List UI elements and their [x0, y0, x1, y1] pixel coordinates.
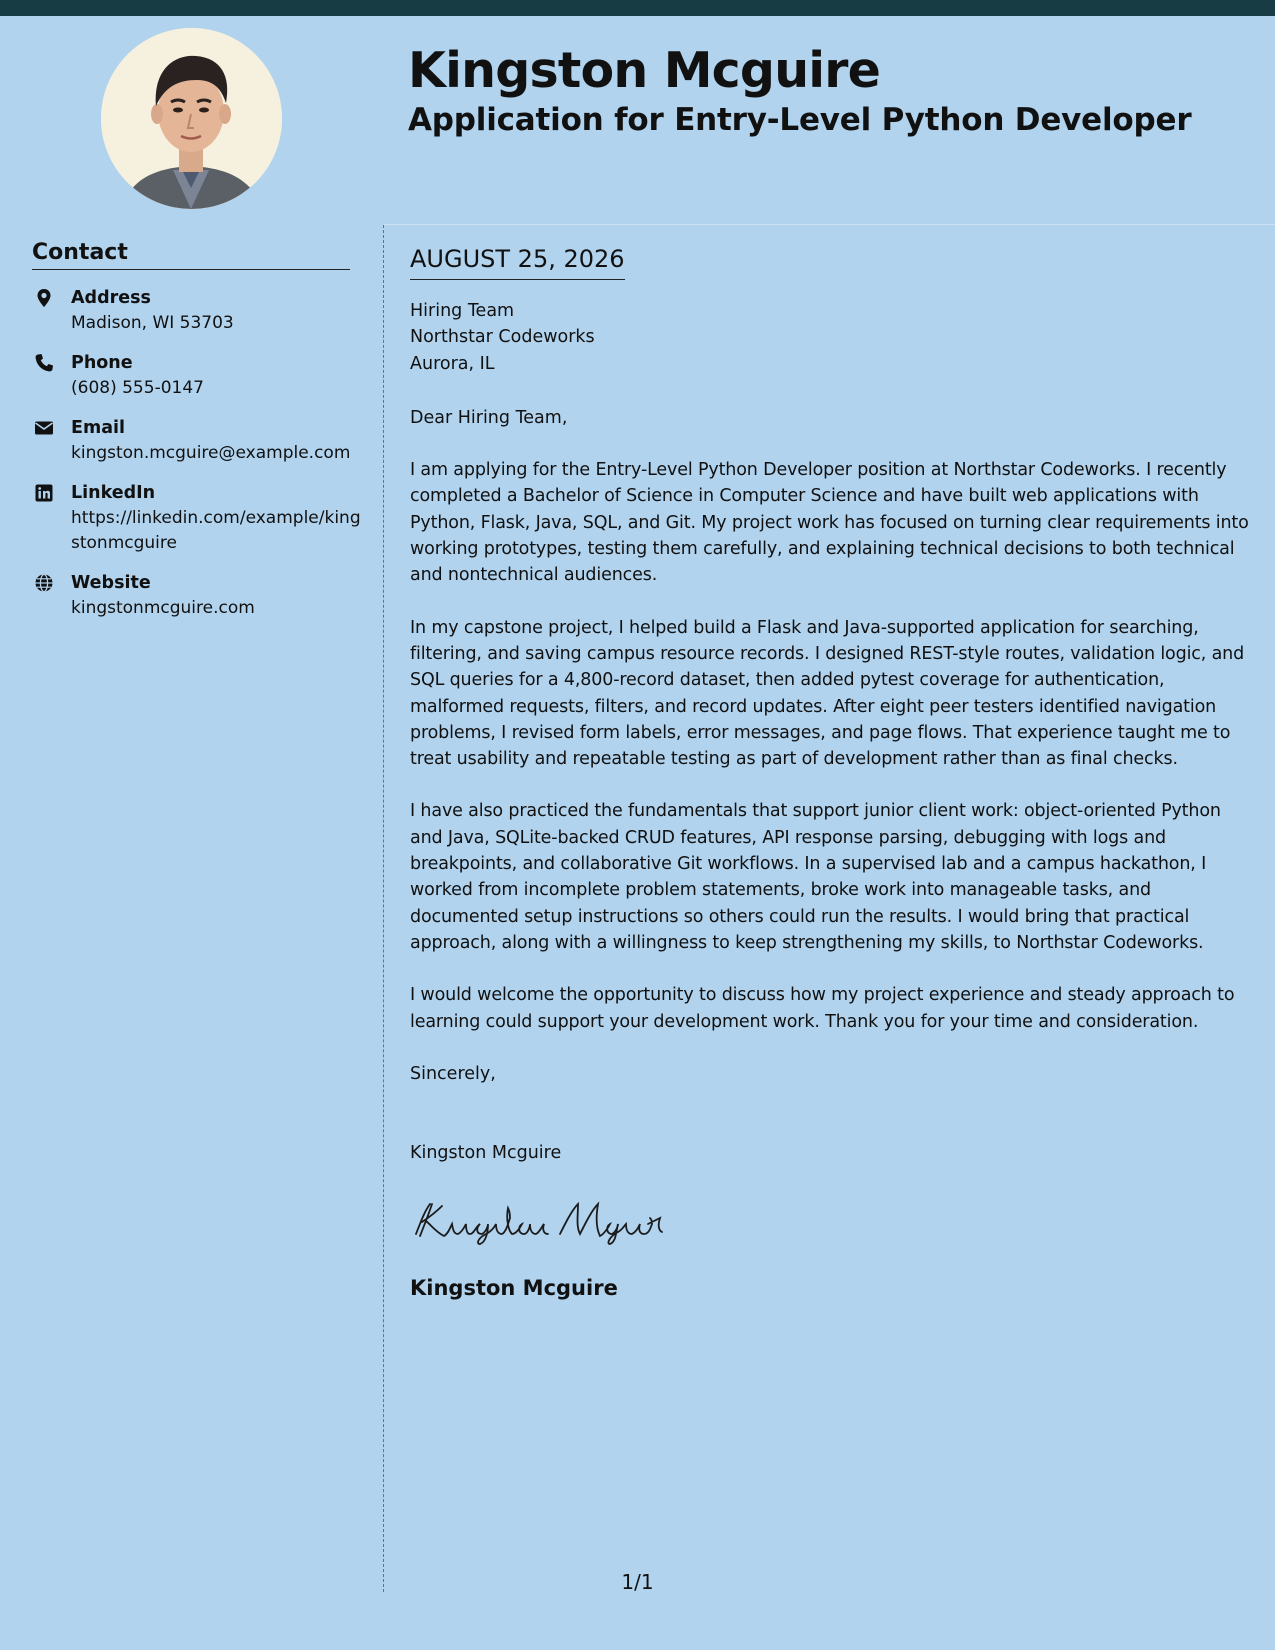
letter-paragraph: I would welcome the opportunity to discuss how my project experience and steady approach to learning could support your development work. Thank you for your time and consideration. [410, 985, 1235, 1032]
contact-heading: Contact [32, 240, 350, 270]
applicant-name: Kingston Mcguire [408, 42, 881, 99]
contact-label-email: Email [71, 418, 125, 438]
greeting: Dear Hiring Team, [410, 407, 568, 428]
letter-paragraph: I am applying for the Entry-Level Python Developer position at Northstar Codeworks. I recently completed a Bachelor of Science in Computer Science and have built web applications with Python, Flask, Java, SQL, and Git. My project work has focused on turning clear requirements into working prototypes, testing them carefully, and explaining technical decisions to both technical and nontechnical audiences. [410, 460, 1249, 586]
header-divider [384, 224, 1275, 225]
column-divider [383, 225, 384, 1592]
contact-value-email[interactable]: kingston.mcguire@example.com [71, 443, 351, 463]
map-pin-icon [34, 288, 54, 308]
contact-item-linkedin [32, 481, 362, 556]
letter-body [410, 243, 1250, 1301]
letter-paragraph: In my capstone project, I helped build a Flask and Java-supported application for searching, filtering, and saving campus resource records. I designed REST-style routes, validation logic, and SQL queries for a 4,800-record dataset, then added pytest coverage for authentication, malformed requests, filters, and record updates. After eight peer testers identified navigation problems, I revised form labels, error messages, and page flows. That experience taught me to treat usability and repeatable testing as part of development rather than as final checks. [410, 617, 1245, 770]
letter-paragraph: I have also practiced the fundamentals that support junior client work: object-oriented Python and Java, SQLite-backed CRUD features, API response parsing, debugging with logs and breakpoints, and collaborative Git workflows. In a supervised lab and a campus hackathon, I worked from incomplete problem statements, broke work into manageable tasks, and documented setup instructions so others could run the results. I would bring that practical approach, along with a willingness to keep strengthening my skills, to Northstar Codeworks. [410, 801, 1221, 953]
contact-item-phone [32, 351, 362, 401]
signature-caption: Kingston Mcguire [410, 1275, 618, 1300]
page-number: 1/1 [621, 1570, 654, 1594]
top-color-band [0, 0, 1275, 16]
contact-value-website[interactable]: kingstonmcguire.com [71, 598, 255, 618]
contact-label-address: Address [71, 288, 151, 308]
contact-item-email [32, 416, 362, 466]
contact-item-address [32, 286, 362, 336]
phone-icon [34, 353, 54, 373]
contact-label-website: Website [71, 573, 151, 593]
contact-value-address: Madison, WI 53703 [71, 313, 234, 333]
contact-label-linkedin: LinkedIn [71, 483, 156, 503]
globe-icon [34, 573, 54, 593]
linkedin-icon [34, 483, 54, 503]
signer-name: Kingston Mcguire [410, 1143, 562, 1164]
contact-value-phone: (608) 555-0147 [71, 378, 204, 398]
contact-label-phone: Phone [71, 353, 133, 373]
recipient-line: Northstar Codeworks [410, 327, 595, 348]
recipient-line: Hiring Team [410, 301, 515, 321]
recipient-line: Aurora, IL [410, 353, 495, 374]
contact-list [32, 286, 362, 636]
envelope-icon [34, 418, 54, 438]
closing: Sincerely, [410, 1063, 496, 1084]
letter-date: AUGUST 25, 2026 [410, 243, 625, 280]
recipient-block [410, 298, 1250, 377]
application-subtitle: Application for Entry-Level Python Developer [408, 102, 1192, 138]
contact-item-website [32, 571, 362, 621]
handwritten-signature [410, 1194, 680, 1246]
contact-value-linkedin[interactable]: https://linkedin.com/example/kingstonmcguire [71, 508, 361, 553]
profile-photo [101, 28, 282, 209]
